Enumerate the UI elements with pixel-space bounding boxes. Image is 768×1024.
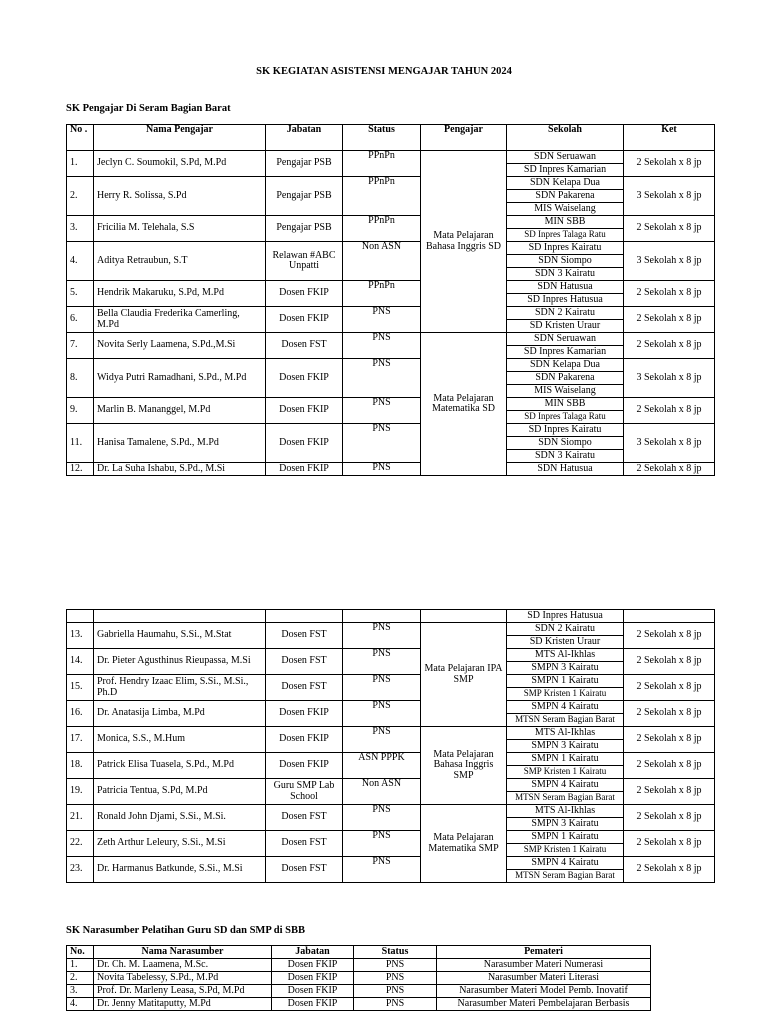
nama-cell: Novita Tabelessy, S.Pd., M.Pd <box>94 972 272 985</box>
table-row <box>67 359 715 372</box>
no-cell <box>67 610 94 623</box>
sekolah-cell: MTS Al-Ikhlas <box>507 727 624 740</box>
pemateri-cell: Narasumber Materi Numerasi <box>437 959 651 972</box>
table-row <box>67 857 715 870</box>
nama-cell: Herry R. Solissa, S.Pd <box>94 177 266 216</box>
nama-cell: Dr. La Suha Ishabu, S.Pd., M.Si <box>94 463 266 476</box>
nama-cell: Prof. Hendry Izaac Elim, S.Si., M.Si., Ph.D <box>94 675 266 701</box>
sekolah-cell: SMPN 1 Kairatu <box>507 675 624 688</box>
status-cell: PNS <box>343 463 421 476</box>
jabatan-cell: Dosen FKIP <box>272 998 354 1011</box>
status-cell: PNS <box>343 649 421 675</box>
pengajar-table-part1 <box>66 124 715 476</box>
pengajar-table-part2 <box>66 609 715 883</box>
sekolah-cell: SD Kristen Uraur <box>507 636 624 649</box>
jabatan-cell: Pengajar PSB <box>266 151 343 177</box>
nama-cell: Ronald John Djami, S.Si., M.Si. <box>94 805 266 831</box>
status-cell: PNS <box>343 857 421 883</box>
nama-cell: Prof. Dr. Marleny Leasa, S.Pd, M.Pd <box>94 985 272 998</box>
no-cell: 9. <box>67 398 94 424</box>
jabatan-cell: Dosen FKIP <box>272 985 354 998</box>
sekolah-cell: SDN Pakarena <box>507 190 624 203</box>
table-row-continuation <box>67 610 715 623</box>
section-title-narasumber: SK Narasumber Pelatihan Guru SD dan SMP di SBB <box>66 925 306 936</box>
table-header-row <box>67 125 715 151</box>
status-cell: Non ASN <box>343 242 421 281</box>
sekolah-cell: SDN Hatusua <box>507 463 624 476</box>
nama-cell: Dr. Ch. M. Laamena, M.Sc. <box>94 959 272 972</box>
ket-cell: 2 Sekolah x 8 jp <box>624 701 715 727</box>
status-cell: PNS <box>354 972 437 985</box>
table-row <box>67 675 715 688</box>
col-jabatan-header: Jabatan <box>266 125 343 151</box>
status-cell: ASN PPPK <box>343 753 421 779</box>
nama-cell: Patrick Elisa Tuasela, S.Pd., M.Pd <box>94 753 266 779</box>
status-cell: Non ASN <box>343 779 421 805</box>
col-pengajar-header: Pengajar <box>421 125 507 151</box>
nama-cell: Hendrik Makaruku, S.Pd, M.Pd <box>94 281 266 307</box>
ket-cell: 2 Sekolah x 8 jp <box>624 805 715 831</box>
sekolah-cell: SMP Kristen 1 Kairatu <box>507 688 624 701</box>
jabatan-cell: Dosen FST <box>266 623 343 649</box>
table-row <box>67 177 715 190</box>
status-cell: PNS <box>343 398 421 424</box>
ket-cell: 3 Sekolah x 8 jp <box>624 242 715 281</box>
table-row <box>67 831 715 844</box>
pemateri-cell: Narasumber Materi Model Pemb. Inovatif <box>437 985 651 998</box>
table-row <box>67 463 715 476</box>
table-row <box>67 424 715 437</box>
table-row <box>67 151 715 164</box>
table-row <box>67 242 715 255</box>
pengajar-cell <box>421 610 507 623</box>
no-cell: 2. <box>67 177 94 216</box>
jabatan-cell: Dosen FKIP <box>266 424 343 463</box>
pengajar-cell: Mata Pelajaran Bahasa Inggris SD <box>421 151 507 333</box>
jabatan-cell: Dosen FKIP <box>266 753 343 779</box>
table-row <box>67 333 715 346</box>
table-row <box>67 281 715 294</box>
nama-cell: Dr. Jenny Matitaputty, M.Pd <box>94 998 272 1011</box>
pengajar-cell: Mata Pelajaran IPA SMP <box>421 623 507 727</box>
sekolah-cell: MTSN Seram Bagian Barat <box>507 870 624 883</box>
no-cell: 15. <box>67 675 94 701</box>
sekolah-cell: SMPN 1 Kairatu <box>507 831 624 844</box>
status-cell: PNS <box>354 959 437 972</box>
nama-cell <box>94 610 266 623</box>
nama-cell: Aditya Retraubun, S.T <box>94 242 266 281</box>
table-header-row <box>67 946 651 959</box>
sekolah-cell: SDN Hatusua <box>507 281 624 294</box>
no-cell: 16. <box>67 701 94 727</box>
nama-cell: Dr. Harmanus Batkunde, S.Si., M.Si <box>94 857 266 883</box>
jabatan-cell: Dosen FKIP <box>266 281 343 307</box>
nama-cell: Monica, S.S., M.Hum <box>94 727 266 753</box>
nama-cell: Dr. Anatasija Limba, M.Pd <box>94 701 266 727</box>
no-cell: 21. <box>67 805 94 831</box>
nama-cell: Patricia Tentua, S.Pd, M.Pd <box>94 779 266 805</box>
sekolah-cell: SDN 2 Kairatu <box>507 307 624 320</box>
sekolah-cell: SDN Seruawan <box>507 333 624 346</box>
sekolah-cell: MIS Waiselang <box>507 203 624 216</box>
col-nama-header: Nama Narasumber <box>94 946 272 959</box>
table-row <box>67 398 715 411</box>
jabatan-cell: Dosen FKIP <box>266 727 343 753</box>
sekolah-cell: SD Inpres Hatusua <box>507 610 624 623</box>
sekolah-cell: MTS Al-Ikhlas <box>507 805 624 818</box>
sekolah-cell: SD Inpres Talaga Ratu <box>507 411 624 424</box>
nama-cell: Fricilia M. Telehala, S.S <box>94 216 266 242</box>
table-row <box>67 649 715 662</box>
ket-cell: 2 Sekolah x 8 jp <box>624 398 715 424</box>
ket-cell: 2 Sekolah x 8 jp <box>624 857 715 883</box>
jabatan-cell: Dosen FST <box>266 649 343 675</box>
jabatan-cell: Dosen FKIP <box>266 701 343 727</box>
status-cell: PPnPn <box>343 151 421 177</box>
ket-cell: 3 Sekolah x 8 jp <box>624 424 715 463</box>
table-row <box>67 972 651 985</box>
pemateri-cell: Narasumber Materi Pembelajaran Berbasis <box>437 998 651 1011</box>
table-row <box>67 959 651 972</box>
sekolah-cell: SMPN 3 Kairatu <box>507 740 624 753</box>
sekolah-cell: SD Inpres Kairatu <box>507 424 624 437</box>
ket-cell: 2 Sekolah x 8 jp <box>624 675 715 701</box>
sekolah-cell: SMPN 4 Kairatu <box>507 857 624 870</box>
jabatan-cell: Dosen FKIP <box>266 398 343 424</box>
status-cell: PNS <box>343 831 421 857</box>
ket-cell: 2 Sekolah x 8 jp <box>624 831 715 857</box>
sekolah-cell: MTS Al-Ikhlas <box>507 649 624 662</box>
status-cell: PNS <box>354 998 437 1011</box>
nama-cell: Novita Serly Laamena, S.Pd.,M.Si <box>94 333 266 359</box>
sekolah-cell: SDN 3 Kairatu <box>507 268 624 281</box>
sekolah-cell: SDN 2 Kairatu <box>507 623 624 636</box>
col-jabatan-header: Jabatan <box>272 946 354 959</box>
status-cell: PPnPn <box>343 216 421 242</box>
no-cell: 3. <box>67 985 94 998</box>
table-row <box>67 779 715 792</box>
no-cell: 5. <box>67 281 94 307</box>
sekolah-cell: SMPN 4 Kairatu <box>507 779 624 792</box>
no-cell: 18. <box>67 753 94 779</box>
jabatan-cell: Pengajar PSB <box>266 216 343 242</box>
sekolah-cell: MIS Waiselang <box>507 385 624 398</box>
sekolah-cell: SDN Seruawan <box>507 151 624 164</box>
col-nama-header: Nama Pengajar <box>94 125 266 151</box>
jabatan-cell: Dosen FKIP <box>272 959 354 972</box>
status-cell: PNS <box>343 701 421 727</box>
jabatan-cell: Dosen FST <box>266 675 343 701</box>
status-cell: PPnPn <box>343 281 421 307</box>
table-row <box>67 998 651 1011</box>
sekolah-cell: MIN SBB <box>507 398 624 411</box>
status-cell: PNS <box>343 675 421 701</box>
col-status-header: Status <box>354 946 437 959</box>
col-ket-header: Ket <box>624 125 715 151</box>
jabatan-cell: Dosen FKIP <box>266 307 343 333</box>
no-cell: 22. <box>67 831 94 857</box>
ket-cell: 2 Sekolah x 8 jp <box>624 727 715 753</box>
col-no-header: No . <box>67 125 94 151</box>
sekolah-cell: SD Inpres Kamarian <box>507 346 624 359</box>
sekolah-cell: MIN SBB <box>507 216 624 229</box>
ket-cell: 2 Sekolah x 8 jp <box>624 216 715 242</box>
no-cell: 1. <box>67 151 94 177</box>
ket-cell: 3 Sekolah x 8 jp <box>624 177 715 216</box>
status-cell: PNS <box>343 424 421 463</box>
status-cell: PNS <box>343 623 421 649</box>
sekolah-cell: SMP Kristen 1 Kairatu <box>507 844 624 857</box>
table-row <box>67 701 715 714</box>
no-cell: 14. <box>67 649 94 675</box>
nama-cell: Zeth Arthur Leleury, S.Si., M.Si <box>94 831 266 857</box>
ket-cell: 2 Sekolah x 8 jp <box>624 779 715 805</box>
table-row <box>67 216 715 229</box>
sekolah-cell: SDN Kelapa Dua <box>507 359 624 372</box>
status-cell: PNS <box>343 307 421 333</box>
col-sekolah-header: Sekolah <box>507 125 624 151</box>
ket-cell: 2 Sekolah x 8 jp <box>624 307 715 333</box>
col-pemateri-header: Pemateri <box>437 946 651 959</box>
sekolah-cell: SD Inpres Kamarian <box>507 164 624 177</box>
status-cell: PNS <box>343 333 421 359</box>
jabatan-cell: Dosen FKIP <box>272 972 354 985</box>
table-row <box>67 753 715 766</box>
sekolah-cell: SD Kristen Uraur <box>507 320 624 333</box>
sekolah-cell: SD Inpres Kairatu <box>507 242 624 255</box>
no-cell: 11. <box>67 424 94 463</box>
table-row <box>67 307 715 320</box>
table-row <box>67 805 715 818</box>
col-status-header: Status <box>343 125 421 151</box>
jabatan-cell: Dosen FST <box>266 857 343 883</box>
status-cell: PNS <box>343 727 421 753</box>
sekolah-cell: SD Inpres Hatusua <box>507 294 624 307</box>
sekolah-cell: SDN Kelapa Dua <box>507 177 624 190</box>
status-cell: PNS <box>343 359 421 398</box>
sekolah-cell: SMPN 1 Kairatu <box>507 753 624 766</box>
status-cell: PNS <box>354 985 437 998</box>
ket-cell <box>624 610 715 623</box>
no-cell: 23. <box>67 857 94 883</box>
sekolah-cell: MTSN Seram Bagian Barat <box>507 714 624 727</box>
no-cell: 1. <box>67 959 94 972</box>
jabatan-cell: Dosen FST <box>266 333 343 359</box>
pengajar-cell: Mata Pelajaran Matematika SD <box>421 333 507 476</box>
narasumber-table <box>66 945 651 1011</box>
jabatan-cell: Dosen FKIP <box>266 463 343 476</box>
ket-cell: 2 Sekolah x 8 jp <box>624 463 715 476</box>
sekolah-cell: SMPN 3 Kairatu <box>507 818 624 831</box>
sekolah-cell: SDN 3 Kairatu <box>507 450 624 463</box>
ket-cell: 3 Sekolah x 8 jp <box>624 359 715 398</box>
jabatan-cell: Dosen FKIP <box>266 359 343 398</box>
no-cell: 6. <box>67 307 94 333</box>
jabatan-cell: Dosen FST <box>266 805 343 831</box>
sekolah-cell: SD Inpres Talaga Ratu <box>507 229 624 242</box>
pengajar-cell: Mata Pelajaran Bahasa Inggris SMP <box>421 727 507 805</box>
nama-cell: Hanisa Tamalene, S.Pd., M.Pd <box>94 424 266 463</box>
table-row <box>67 985 651 998</box>
status-cell <box>343 610 421 623</box>
no-cell: 13. <box>67 623 94 649</box>
ket-cell: 2 Sekolah x 8 jp <box>624 753 715 779</box>
ket-cell: 2 Sekolah x 8 jp <box>624 333 715 359</box>
pemateri-cell: Narasumber Materi Literasi <box>437 972 651 985</box>
ket-cell: 2 Sekolah x 8 jp <box>624 649 715 675</box>
sekolah-cell: SDN Pakarena <box>507 372 624 385</box>
table-row <box>67 623 715 636</box>
jabatan-cell: Pengajar PSB <box>266 177 343 216</box>
table-row <box>67 727 715 740</box>
jabatan-cell: Relawan #ABC Unpatti <box>266 242 343 281</box>
no-cell: 4. <box>67 242 94 281</box>
nama-cell: Dr. Pieter Agusthinus Rieupassa, M.Si <box>94 649 266 675</box>
no-cell: 4. <box>67 998 94 1011</box>
pengajar-cell: Mata Pelajaran Matematika SMP <box>421 805 507 883</box>
jabatan-cell: Dosen FST <box>266 831 343 857</box>
no-cell: 12. <box>67 463 94 476</box>
no-cell: 17. <box>67 727 94 753</box>
nama-cell: Bella Claudia Frederika Camerling, M.Pd <box>94 307 266 333</box>
nama-cell: Widya Putri Ramadhani, S.Pd., M.Pd <box>94 359 266 398</box>
sekolah-cell: SMPN 3 Kairatu <box>507 662 624 675</box>
ket-cell: 2 Sekolah x 8 jp <box>624 281 715 307</box>
document-title: SK KEGIATAN ASISTENSI MENGAJAR TAHUN 2024 <box>256 66 512 77</box>
no-cell: 2. <box>67 972 94 985</box>
no-cell: 7. <box>67 333 94 359</box>
sekolah-cell: SDN Siompo <box>507 437 624 450</box>
sekolah-cell: SMPN 4 Kairatu <box>507 701 624 714</box>
nama-cell: Jeclyn C. Soumokil, S.Pd, M.Pd <box>94 151 266 177</box>
sekolah-cell: SDN Siompo <box>507 255 624 268</box>
sekolah-cell: SMP Kristen 1 Kairatu <box>507 766 624 779</box>
no-cell: 19. <box>67 779 94 805</box>
jabatan-cell: Guru SMP Lab School <box>266 779 343 805</box>
no-cell: 3. <box>67 216 94 242</box>
no-cell: 8. <box>67 359 94 398</box>
status-cell: PNS <box>343 805 421 831</box>
status-cell: PPnPn <box>343 177 421 216</box>
nama-cell: Gabriella Haumahu, S.Si., M.Stat <box>94 623 266 649</box>
ket-cell: 2 Sekolah x 8 jp <box>624 151 715 177</box>
col-no-header: No. <box>67 946 94 959</box>
nama-cell: Marlin B. Mananggel, M.Pd <box>94 398 266 424</box>
section-title-pengajar: SK Pengajar Di Seram Bagian Barat <box>66 103 231 114</box>
jabatan-cell <box>266 610 343 623</box>
sekolah-cell: MTSN Seram Bagian Barat <box>507 792 624 805</box>
ket-cell: 2 Sekolah x 8 jp <box>624 623 715 649</box>
